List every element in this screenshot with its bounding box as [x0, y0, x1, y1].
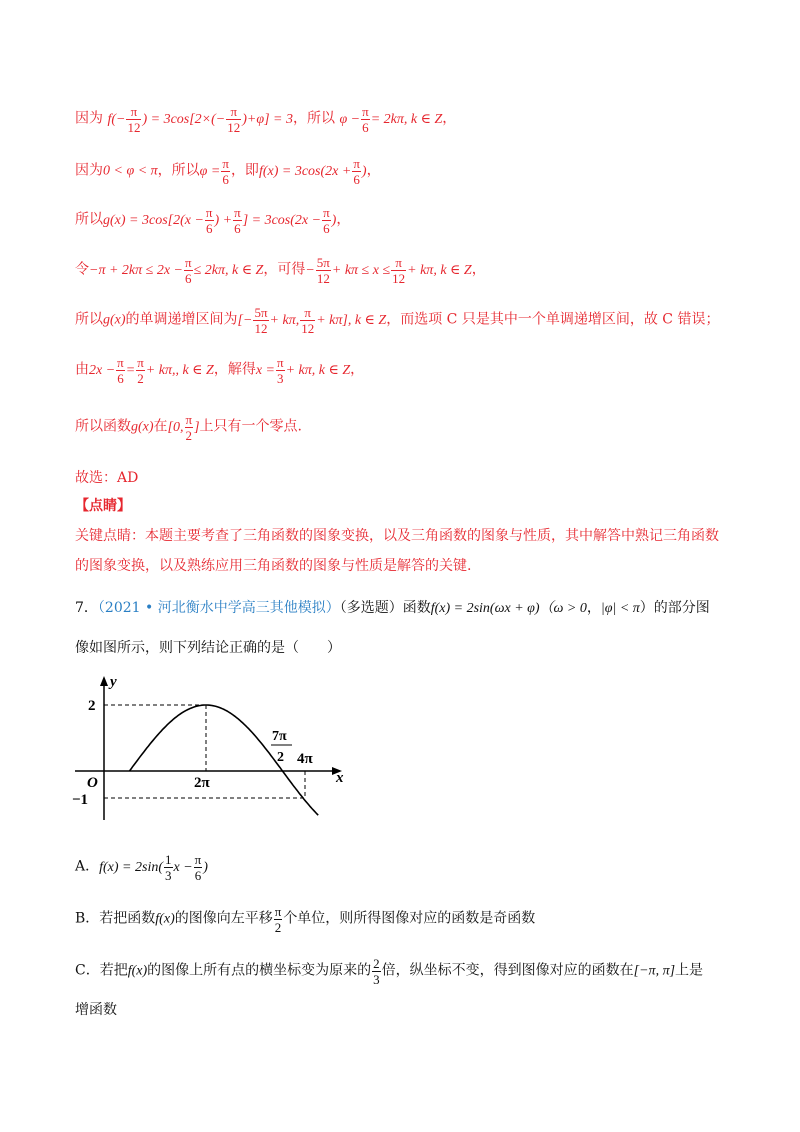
equation: f(x) = 3cos(2x + $\frac{\pi}{6}$ ) [258, 156, 367, 187]
tick-label-4pi: 4π [297, 751, 313, 767]
comment-heading: 【点睛】 [75, 498, 131, 514]
tick-label-neg1: −1 [72, 792, 89, 808]
equation: [0, $\frac{\pi}{2}$ ] [167, 412, 200, 443]
solution-line-7: 所以函数g(x)在[0, $\frac{\pi}{2}$ ]上只有一个零点. [75, 412, 302, 443]
equation: [−π, π] [633, 963, 676, 979]
option-c-line-2: 增函数 [75, 1002, 117, 1018]
tick-label-7pi-den: 2 [277, 750, 284, 765]
equation: 0 < φ < π [103, 163, 158, 179]
tick-label-2pi: 2π [194, 775, 210, 791]
equation: f(x) [127, 963, 148, 979]
equation: φ = $\frac{\pi}{6}$ [199, 156, 229, 187]
option-c: C．若把f(x)的图像上所有点的横坐标变为原来的 $\frac{2}{3}$ 倍，纵坐标不变，得到图像对应的函数在[−π, π]上是 [75, 956, 704, 987]
tick-label-2: 2 [88, 698, 96, 714]
y-axis-label: y [110, 674, 117, 690]
y-axis-arrow [100, 676, 108, 686]
equation: [− $\frac{5\pi}{12}$ + kπ, $\frac{\pi}{12}$ + kπ], k ∈ Z [237, 305, 387, 336]
solution-line-1: 因为 f(− $\frac{\pi}{12}$ ) = 3cos[2×(− $\frac{\pi}{12}$ )+φ] = 3，所以 φ − $\frac{\pi}{6}$ = 2kπ, k ∈ Z， [75, 104, 457, 135]
origin-label: O [87, 775, 98, 791]
equation: f(− $\frac{\pi}{12}$ ) = 3cos[2×(− $\frac{\pi}{12}$ )+φ] = 3 [107, 104, 293, 135]
option-a: A．f(x) = 2sin( $\frac{1}{3}$ x − $\frac{\pi}{6}$ ) [75, 852, 208, 883]
tick-label-7pi-num: 7π [272, 729, 287, 744]
equation: g(x) [103, 312, 126, 328]
sine-curve [130, 705, 319, 815]
equation: |φ| < π [600, 601, 640, 616]
option-b: B．若把函数f(x)的图像向左平移 $\frac{\pi}{2}$ 个单位，则所得图像对应的函数是奇函数 [75, 904, 536, 935]
solution-line-4: 令−π + 2kπ ≤ 2x − $\frac{\pi}{6}$ ≤ 2kπ, k ∈ Z，可得− $\frac{5\pi}{12}$ + kπ ≤ x ≤ $\frac{\pi}{12}$ + kπ, k ∈ Z， [75, 255, 486, 286]
equation: −π + 2kπ ≤ 2x − $\frac{\pi}{6}$ ≤ 2kπ, k ∈ Z [89, 255, 264, 286]
answer-line: 故选：AD [75, 470, 139, 486]
equation: g(x) = 3cos[2(x − $\frac{\pi}{6}$ ) + $\frac{\pi}{6}$ ] = 3cos(2x − $\frac{\pi}{6}$ ) [103, 205, 337, 236]
solution-line-5: 所以g(x)的单调递增区间为[− $\frac{5\pi}{12}$ + kπ, $\frac{\pi}{12}$ + kπ], k ∈ Z，而选项 C 只是其中一个单调递增区间，故 C 错误； [75, 305, 720, 336]
equation: φ − $\frac{\pi}{6}$ = 2kπ, k ∈ Z [339, 104, 443, 135]
sine-graph [70, 670, 360, 830]
comment-line-1: 关键点睛：本题主要考查了三角函数的图象变换，以及三角函数的图象与性质，其中解答中熟记三角函数 [75, 528, 719, 544]
solution-line-2: 因为0 < φ < π，所以φ = $\frac{\pi}{6}$ ，即f(x) = 3cos(2x + $\frac{\pi}{6}$ )， [75, 156, 381, 187]
equation: g(x) [131, 419, 154, 435]
solution-line-6: 由2x − $\frac{\pi}{6}$ = $\frac{\pi}{2}$ + kπ,, k ∈ Z，解得x = $\frac{\pi}{3}$ + kπ, k ∈ Z， [75, 355, 365, 386]
equation: x = $\frac{\pi}{3}$ + kπ, k ∈ Z [255, 355, 351, 386]
problem-source: （2021 • 河北衡水中学高三其他模拟） [97, 600, 340, 616]
problem-7-line-1: 7．（2021 • 河北衡水中学高三其他模拟）（多选题）函数f(x) = 2sin(ωx + φ)（ω > 0，|φ| < π）的部分图 [75, 600, 710, 616]
comment-line-2: 的图象变换，以及熟练应用三角函数的图象与性质是解答的关键. [75, 558, 472, 574]
equation: f(x) = 2sin(ωx + φ) [430, 601, 540, 616]
equation: − $\frac{5\pi}{12}$ + kπ ≤ x ≤ $\frac{\pi}{12}$ + kπ, k ∈ Z [305, 255, 472, 286]
solution-line-3: 所以g(x) = 3cos[2(x − $\frac{\pi}{6}$ ) + $\frac{\pi}{6}$ ] = 3cos(2x − $\frac{\pi}{6}$ )， [75, 205, 351, 236]
x-axis-label: x [336, 770, 344, 786]
problem-7-line-2: 像如图所示，则下列结论正确的是（ ） [75, 640, 341, 656]
problem-number: 7． [75, 600, 98, 616]
equation: f(x) [155, 911, 175, 927]
equation: f(x) = 2sin( $\frac{1}{3}$ x − $\frac{\pi}{6}$ ) [99, 852, 208, 883]
equation: 2x − $\frac{\pi}{6}$ = $\frac{\pi}{2}$ + kπ,, k ∈ Z [89, 355, 214, 386]
